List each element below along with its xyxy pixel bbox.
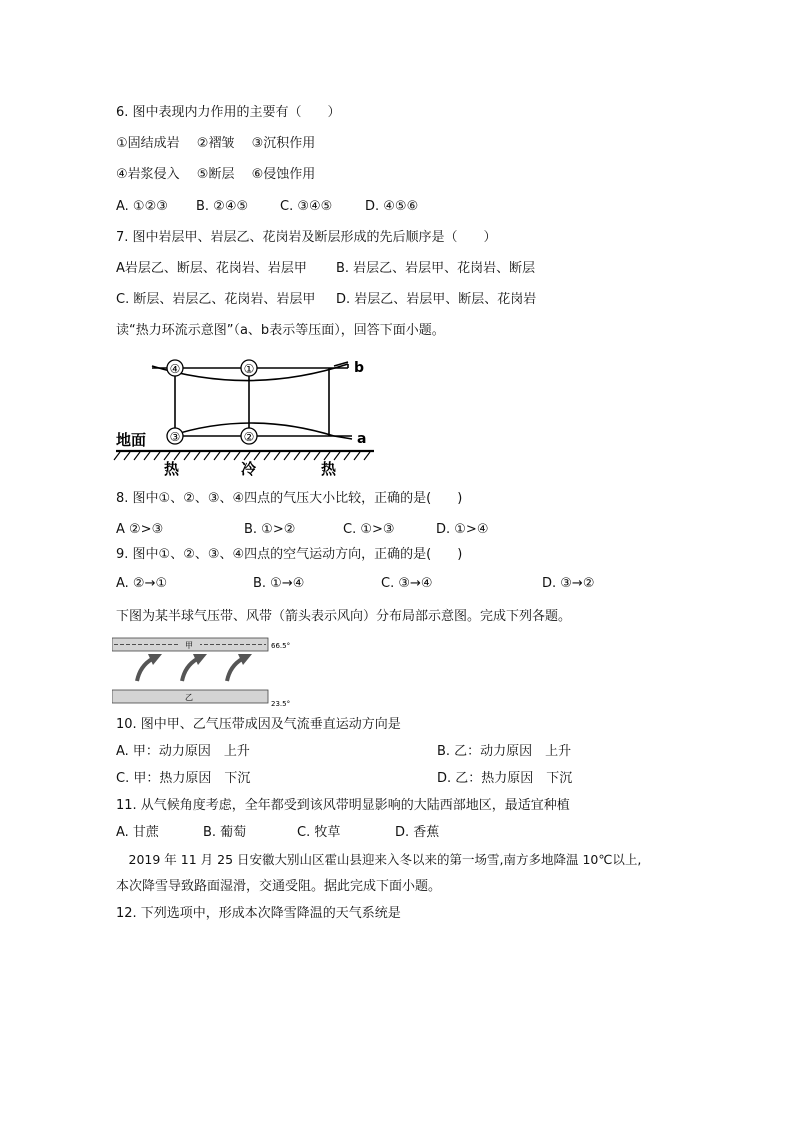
intro-q8: 读“热力环流示意图”（a、b表示等压面），回答下面小题。 xyxy=(116,323,445,338)
point-4-label: ④ xyxy=(169,362,181,376)
q12-stem: 12. 下列选项中，形成本次降雪降温的天气系统是 xyxy=(116,906,401,921)
q9-option-a: A. ②→① xyxy=(116,576,168,591)
q6-items-1: ①固结成岩 ②褶皱 ③沉积作用 xyxy=(116,136,316,151)
ground-label: 地面 xyxy=(116,431,147,449)
q6-option-d: D. ④⑤⑥ xyxy=(365,199,419,214)
intro-q12-line1: 2019 年 11 月 25 日安徽大别山区霍山县迎来入冬以来的第一场雪,南方多地降温 10℃以上, xyxy=(116,852,642,867)
wind-arrow-3 xyxy=(227,654,252,681)
q8-option-b: B. ①>② xyxy=(244,522,296,537)
q10-option-d: D. 乙：热力原因 下沉 xyxy=(437,771,573,786)
isobar-a-label: a xyxy=(357,431,367,447)
latitude-23-label: 23.5° xyxy=(271,700,291,708)
q7-stem: 7. 图中岩层甲、岩层乙、花岗岩及断层形成的先后顺序是（ ） xyxy=(116,230,497,245)
q11-option-b: B. 葡萄 xyxy=(203,825,247,840)
cold-label: 冷 xyxy=(241,460,257,478)
q7-option-d: D. 岩层乙、岩层甲、断层、花岗岩 xyxy=(336,292,537,307)
q11-option-d: D. 香蕉 xyxy=(395,825,440,840)
belt-jia-label: 甲 xyxy=(185,641,193,650)
q6-option-c: C. ③④⑤ xyxy=(280,199,333,214)
q6-items-2: ④岩浆侵入 ⑤断层 ⑥侵蚀作用 xyxy=(116,167,316,182)
wind-arrow-1 xyxy=(137,654,162,681)
point-2-label: ② xyxy=(243,430,255,444)
q11-option-c: C. 牧草 xyxy=(297,825,341,840)
q7-option-b: B. 岩层乙、岩层甲、花岗岩、断层 xyxy=(336,261,536,276)
point-1-label: ① xyxy=(243,362,255,376)
wind-arrow-2 xyxy=(182,654,207,681)
q6-option-b: B. ②④⑤ xyxy=(196,199,249,214)
q9-stem: 9. 图中①、②、③、④四点的空气运动方向，正确的是( ) xyxy=(116,547,463,562)
q10-option-a: A. 甲：动力原因 上升 xyxy=(116,744,250,759)
q6-option-a: A. ①②③ xyxy=(116,199,168,214)
q6-stem: 6. 图中表现内力作用的主要有（ ） xyxy=(116,105,341,120)
q9-option-b: B. ①→④ xyxy=(253,576,305,591)
q8-option-c: C. ①>③ xyxy=(343,522,395,537)
q8-stem: 8. 图中①、②、③、④四点的气压大小比较，正确的是( ) xyxy=(116,491,463,506)
q10-stem: 10. 图中甲、乙气压带成因及气流垂直运动方向是 xyxy=(116,717,401,732)
intro-q12-line2: 本次降雪导致路面湿滑，交通受阻。据此完成下面小题。 xyxy=(116,879,442,894)
pressure-wind-belt-diagram xyxy=(112,636,292,708)
intro-q10: 下图为某半球气压带、风带（箭头表示风向）分布局部示意图。完成下列各题。 xyxy=(116,609,572,624)
q10-option-b: B. 乙：动力原因 上升 xyxy=(437,744,572,759)
latitude-66-label: 66.5° xyxy=(271,642,291,650)
point-3-label: ③ xyxy=(169,430,181,444)
q7-option-c: C. 断层、岩层乙、花岗岩、岩层甲 xyxy=(116,292,316,307)
thermal-circulation-diagram xyxy=(112,352,382,480)
isobar-b-label: b xyxy=(354,360,365,376)
q11-stem: 11. 从气候角度考虑，全年都受到该风带明显影响的大陆西部地区，最适宜种植 xyxy=(116,798,570,813)
q9-option-c: C. ③→④ xyxy=(381,576,433,591)
q9-option-d: D. ③→② xyxy=(542,576,595,591)
hot-label-right: 热 xyxy=(321,460,337,478)
q11-option-a: A. 甘蔗 xyxy=(116,825,159,840)
q8-option-d: D. ①>④ xyxy=(436,522,489,537)
q8-option-a: A ②>③ xyxy=(116,522,164,537)
q7-option-a: A岩层乙、断层、花岗岩、岩层甲 xyxy=(116,261,307,276)
q10-option-c: C. 甲：热力原因 下沉 xyxy=(116,771,251,786)
hot-label-left: 热 xyxy=(164,460,180,478)
belt-yi-label: 乙 xyxy=(185,693,193,702)
